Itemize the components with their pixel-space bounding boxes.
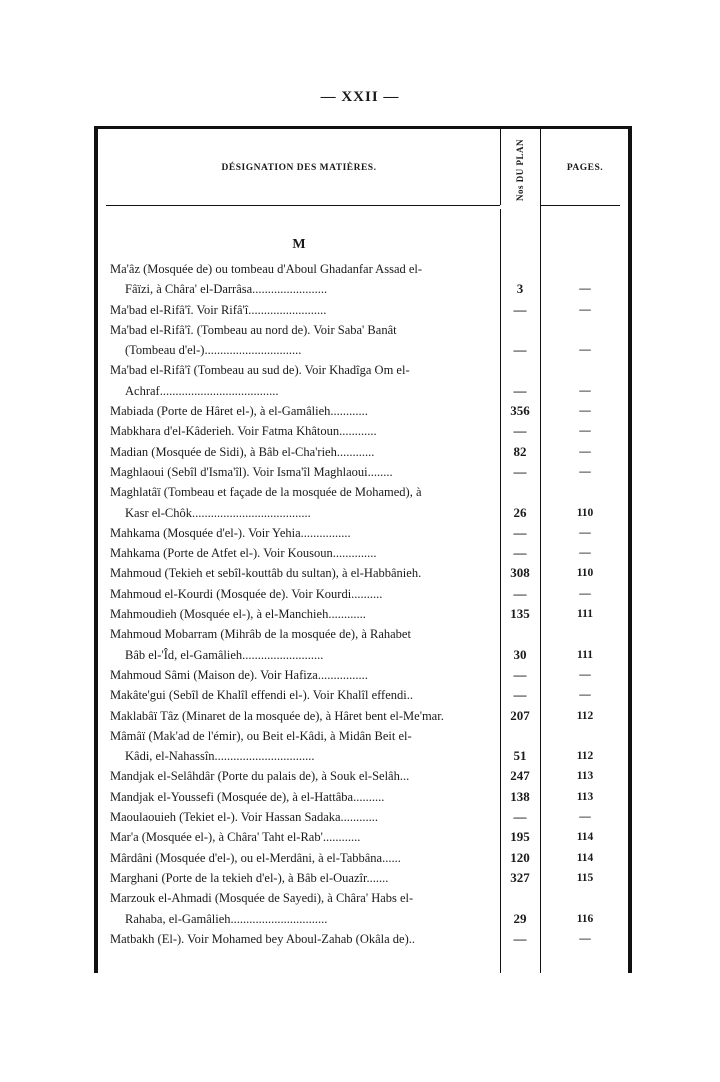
entry-designation — [109, 807, 495, 827]
index-entry — [98, 685, 628, 705]
index-entry — [98, 543, 628, 563]
entry-plan-number: 195 — [510, 829, 530, 845]
entry-line: Makâte'gui (Sebîl de Khalîl effendi el-). Voir Khalîl effendi.. — [110, 688, 413, 703]
entry-plan-number: — — [513, 809, 527, 825]
entry-plan-number: 3 — [516, 281, 524, 297]
entry-plan-number: — — [513, 585, 527, 601]
index-entry — [98, 259, 628, 300]
index-rows — [98, 259, 628, 949]
entry-plan-number: — — [513, 301, 527, 317]
entry-page: — — [579, 689, 591, 702]
entry-designation — [109, 787, 495, 807]
index-entry — [98, 929, 628, 949]
entry-designation — [109, 259, 495, 300]
entry-plan-number: — — [513, 524, 527, 540]
entry-page: 112 — [576, 709, 594, 722]
entry-plan-number: 308 — [510, 565, 530, 581]
entry-designation — [109, 685, 495, 705]
entry-designation — [109, 766, 495, 786]
entry-plan-number: 82 — [513, 443, 527, 459]
entry-page: — — [579, 303, 591, 316]
entry-page: — — [579, 405, 591, 418]
entry-line: Matbakh (El-). Voir Mohamed bey Aboul-Zahab (Okâla de).. — [110, 931, 416, 946]
entry-plan-number: — — [513, 666, 527, 682]
entry-line: Ma'bad el-Rifâ'î (Tombeau au sud de). Voir Khadîga Om el- — [110, 363, 410, 378]
entry-plan-number: 30 — [513, 646, 527, 662]
entry-continuation-line: Kâdi, el-Nahassîn................................ — [125, 749, 315, 764]
entry-line: Mabkhara d'el-Kâderieh. Voir Fatma Khâtoun............ — [110, 424, 377, 439]
entry-page: — — [579, 465, 591, 478]
entry-designation — [109, 848, 495, 868]
index-entry — [98, 482, 628, 523]
entry-line: Mârdâni (Mosquée d'el-), ou el-Merdâni, à el-Tabbâna...... — [110, 850, 401, 865]
index-table — [94, 126, 632, 973]
entry-page: — — [579, 425, 591, 438]
entry-designation — [109, 888, 495, 929]
entry-line: Ma'âz (Mosquée de) ou tombeau d'Aboul Ghadanfar Assad el- — [110, 262, 423, 276]
index-entry — [98, 563, 628, 583]
index-entry — [98, 766, 628, 786]
entry-plan-number: 356 — [510, 403, 530, 419]
index-entry — [98, 868, 628, 888]
entry-line: Mahmoud Sâmi (Maison de). Voir Hafiza................ — [110, 667, 368, 682]
index-entry — [98, 442, 628, 462]
entry-page: — — [579, 668, 591, 681]
entry-page: 116 — [576, 912, 594, 925]
entry-designation — [109, 300, 495, 320]
entry-line: Mar'a (Mosquée el-), à Châra' Taht el-Rab'............ — [110, 830, 361, 845]
entry-plan-number: — — [513, 423, 527, 439]
entry-plan-number: 29 — [513, 910, 527, 926]
entry-designation — [109, 523, 495, 543]
entry-designation — [109, 442, 495, 462]
entry-page: 113 — [576, 790, 594, 803]
entry-plan-number: 51 — [513, 748, 527, 764]
entry-line: Maghlatâï (Tombeau et façade de la mosquée de Mohamed), à — [110, 485, 422, 500]
entry-plan-number: — — [513, 687, 527, 703]
entry-page: 111 — [577, 608, 593, 621]
entry-continuation-line: Achraf...................................... — [125, 383, 279, 398]
index-entry — [98, 787, 628, 807]
entry-designation — [109, 604, 495, 624]
entry-plan-number: 247 — [510, 768, 530, 784]
index-entry — [98, 523, 628, 543]
entry-page: — — [579, 526, 591, 539]
index-entry — [98, 462, 628, 482]
entry-line: Mahkama (Porte de Atfet el-). Voir Kousoun.............. — [110, 546, 377, 561]
entry-continuation-line: Bâb el-'Îd, el-Gamâlieh.......................... — [125, 647, 324, 662]
entry-plan-number: — — [513, 382, 527, 398]
index-entry — [98, 300, 628, 320]
entry-designation — [109, 868, 495, 888]
entry-page: 114 — [576, 851, 594, 864]
header-pages: PAGES. — [566, 163, 604, 173]
index-entry — [98, 706, 628, 726]
index-entry — [98, 584, 628, 604]
entry-designation — [109, 482, 495, 523]
index-entry — [98, 807, 628, 827]
entry-continuation-line: Fâïzi, à Châra' el-Darrâsa........................ — [125, 282, 328, 297]
entry-page: 110 — [576, 567, 594, 580]
entry-designation — [109, 584, 495, 604]
entry-page: 114 — [576, 831, 594, 844]
index-entry — [98, 827, 628, 847]
index-entry — [98, 624, 628, 665]
entry-designation — [109, 706, 495, 726]
index-entry — [98, 888, 628, 929]
entry-line: Mahmoud (Tekieh et sebîl-kouttâb du sultan), à el-Habbânieh. — [110, 566, 422, 581]
index-entry — [98, 665, 628, 685]
entry-line: Maghlaoui (Sebîl d'Isma'îl). Voir Isma'îl Maghlaoui........ — [110, 464, 393, 479]
entry-page: — — [579, 445, 591, 458]
entry-designation — [109, 543, 495, 563]
header-designation: DÉSIGNATION DES MATIÈRES. — [221, 163, 377, 173]
entry-plan-number: 207 — [510, 707, 530, 723]
entry-line: Mandjak el-Selâhdâr (Porte du palais de), à Souk el-Selâh... — [110, 769, 410, 784]
entry-plan-number: 26 — [513, 504, 527, 520]
index-entry — [98, 421, 628, 441]
entry-designation — [109, 665, 495, 685]
index-entry — [98, 401, 628, 421]
entry-designation — [109, 320, 495, 361]
entry-designation — [109, 624, 495, 665]
section-letter: M — [292, 237, 306, 252]
entry-line: Marzouk el-Ahmadi (Mosquée de Sayedi), à Châra' Habs el- — [110, 891, 414, 906]
header-plan-label: Nos DU PLAN — [515, 138, 526, 202]
entry-page: 112 — [576, 750, 594, 763]
index-entry — [98, 604, 628, 624]
entry-page: — — [579, 344, 591, 357]
entry-line: Maklabâï Tâz (Minaret de la mosquée de), à Hâret bent el-Me'mar. — [110, 708, 444, 723]
entry-continuation-line: Kasr el-Chôk...................................... — [125, 505, 311, 520]
entry-continuation-line: (Tombeau d'el-)............................... — [125, 343, 302, 358]
entry-line: Mahmoudieh (Mosquée el-), à el-Manchieh............ — [110, 607, 366, 622]
entry-line: Mabiada (Porte de Hâret el-), à el-Gamâlieh............ — [110, 404, 368, 419]
entry-line: Ma'bad el-Rifâ'î. Voir Rifâ'î......................... — [110, 302, 327, 317]
entry-line: Marghani (Porte de la tekieh d'el-), à Bâb el-Ouazîr....... — [110, 870, 389, 885]
entry-line: Mahmoud Mobarram (Mihrâb de la mosquée de), à Rahabet — [110, 627, 411, 642]
entry-designation — [109, 462, 495, 482]
entry-line: Mandjak el-Youssefi (Mosquée de), à el-Hattâba.......... — [110, 789, 385, 804]
entry-line: Ma'bad el-Rifâ'î. (Tombeau au nord de). Voir Saba' Banât — [110, 322, 397, 337]
entry-page: — — [579, 811, 591, 824]
entry-plan-number: — — [513, 463, 527, 479]
entry-designation — [109, 401, 495, 421]
header-rule-gap — [500, 205, 540, 209]
entry-plan-number: — — [513, 342, 527, 358]
entry-page: — — [579, 547, 591, 560]
entry-plan-number: 120 — [510, 849, 530, 865]
entry-line: Mâmâï (Mak'ad de l'émir), ou Beit el-Kâdi, à Midân Beit el- — [110, 728, 412, 743]
entry-page: 110 — [576, 506, 594, 519]
entry-page: 113 — [576, 770, 594, 783]
entry-page: — — [579, 587, 591, 600]
entry-line: Mahkama (Mosquée d'el-). Voir Yehia................ — [110, 525, 351, 540]
entry-designation — [109, 726, 495, 767]
entry-page: — — [579, 283, 591, 296]
entry-designation — [109, 563, 495, 583]
page-number: — XXII — — [320, 89, 400, 105]
index-entry — [98, 320, 628, 361]
entry-designation — [109, 360, 495, 401]
header-plan-number — [500, 135, 540, 205]
header-rule — [106, 205, 620, 206]
entry-plan-number: 138 — [510, 788, 530, 804]
entry-line: Madian (Mosquée de Sidi), à Bâb el-Cha'rieh............ — [110, 444, 375, 459]
entry-page: 111 — [577, 648, 593, 661]
entry-page: 115 — [576, 871, 594, 884]
entry-plan-number: — — [513, 930, 527, 946]
entry-designation — [109, 929, 495, 949]
entry-plan-number: 135 — [510, 606, 530, 622]
index-entry — [98, 360, 628, 401]
entry-page: — — [579, 384, 591, 397]
entry-continuation-line: Rahaba, el-Gamâlieh............................... — [125, 911, 328, 926]
index-entry — [98, 848, 628, 868]
entry-designation — [109, 421, 495, 441]
entry-plan-number: — — [513, 545, 527, 561]
entry-designation — [109, 827, 495, 847]
entry-page: — — [579, 932, 591, 945]
entry-plan-number: 327 — [510, 869, 530, 885]
index-entry — [98, 726, 628, 767]
entry-line: Maoulaouieh (Tekiet el-). Voir Hassan Sadaka............ — [110, 810, 379, 825]
entry-line: Mahmoud el-Kourdi (Mosquée de). Voir Kourdi.......... — [110, 586, 383, 601]
